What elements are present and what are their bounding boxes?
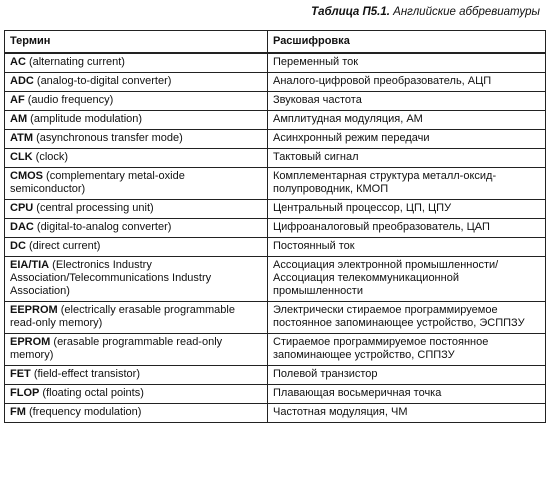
meaning-cell: Постоянный ток: [268, 238, 546, 257]
meaning-cell: Электрически стираемое программируемое постоянное запоминающее устройство, ЭСППЗУ: [268, 302, 546, 334]
term-expansion: (audio frequency): [24, 94, 114, 106]
meaning-cell: Тактовый сигнал: [268, 149, 546, 168]
term-cell: [5, 302, 268, 334]
term-expansion: (electrically erasable programmable read-only memory): [10, 304, 235, 329]
table-row: [5, 385, 546, 404]
table-row: [5, 257, 546, 302]
term-cell: [5, 73, 268, 92]
table-caption-text: Английские аббревиатуры: [389, 6, 540, 18]
table-row: [5, 53, 546, 73]
meaning-cell: Аналого-цифровой преобразователь, АЦП: [268, 73, 546, 92]
term-expansion: (Electronics Industry Association/Telecommunications Industry Association): [10, 259, 212, 297]
term-abbreviation: DC: [10, 240, 26, 252]
meaning-cell: Асинхронный режим передачи: [268, 130, 546, 149]
table-row: [5, 149, 546, 168]
term-abbreviation: AC: [10, 56, 26, 68]
term-abbreviation: DAC: [10, 221, 34, 233]
table-caption-label: Таблица П5.1.: [311, 6, 390, 18]
term-cell: [5, 92, 268, 111]
meaning-cell: Ассоциация электронной промышленности/Ассоциация телекоммуникационной промышленности: [268, 257, 546, 302]
meaning-cell: Полевой транзистор: [268, 366, 546, 385]
term-expansion: (central processing unit): [33, 202, 154, 214]
meaning-cell: Центральный процессор, ЦП, ЦПУ: [268, 200, 546, 219]
term-abbreviation: CMOS: [10, 170, 43, 182]
table-row: [5, 73, 546, 92]
meaning-cell: Переменный ток: [268, 53, 546, 73]
meaning-cell: Цифроаналоговый преобразователь, ЦАП: [268, 219, 546, 238]
term-abbreviation: CLK: [10, 151, 33, 163]
meaning-cell: Звуковая частота: [268, 92, 546, 111]
term-expansion: (amplitude modulation): [27, 113, 143, 125]
term-abbreviation: FLOP: [10, 387, 40, 399]
term-expansion: (clock): [32, 151, 69, 163]
table-header-row: [5, 31, 546, 54]
term-cell: [5, 334, 268, 366]
term-cell: [5, 257, 268, 302]
term-expansion: (direct current): [25, 240, 101, 252]
term-abbreviation: CPU: [10, 202, 34, 214]
term-abbreviation: EPROM: [10, 336, 51, 348]
table-row: [5, 168, 546, 200]
table-row: [5, 302, 546, 334]
term-cell: [5, 200, 268, 219]
table-row: [5, 92, 546, 111]
meaning-cell: Частотная модуляция, ЧМ: [268, 404, 546, 423]
term-cell: [5, 238, 268, 257]
term-cell: [5, 168, 268, 200]
term-cell: [5, 111, 268, 130]
term-cell: [5, 219, 268, 238]
term-expansion: (frequency modulation): [25, 406, 142, 418]
term-cell: [5, 404, 268, 423]
header-meaning: Расшифровка: [268, 31, 546, 54]
term-abbreviation: AF: [10, 94, 25, 106]
term-cell: [5, 385, 268, 404]
meaning-cell: Стираемое программируемое постоянное запоминающее устройство, СППЗУ: [268, 334, 546, 366]
term-expansion: (floating octal points): [39, 387, 144, 399]
term-abbreviation: EIA/TIA: [10, 259, 50, 271]
table-row: [5, 334, 546, 366]
meaning-cell: Амплитудная модуляция, АМ: [268, 111, 546, 130]
term-expansion: (field-effect transistor): [30, 368, 141, 380]
term-cell: [5, 149, 268, 168]
meaning-cell: Комплементарная структура металл-оксид-полупроводник, КМОП: [268, 168, 546, 200]
table-row: [5, 200, 546, 219]
table-row: [5, 366, 546, 385]
table-row: [5, 219, 546, 238]
term-abbreviation: FM: [10, 406, 26, 418]
table-row: [5, 111, 546, 130]
term-abbreviation: ADC: [10, 75, 34, 87]
table-row: [5, 130, 546, 149]
term-abbreviation: AM: [10, 113, 28, 125]
term-abbreviation: EEPROM: [10, 304, 58, 316]
term-expansion: (asynchronous transfer mode): [33, 132, 183, 144]
term-expansion: (complementary metal-oxide semiconductor): [10, 170, 185, 195]
term-cell: [5, 366, 268, 385]
meaning-cell: Плавающая восьмеричная точка: [268, 385, 546, 404]
abbreviations-table: [4, 30, 546, 423]
term-cell: [5, 130, 268, 149]
term-expansion: (digital-to-analog converter): [33, 221, 172, 233]
term-expansion: (alternating current): [25, 56, 125, 68]
table-row: [5, 404, 546, 423]
term-expansion: (erasable programmable read-only memory): [10, 336, 223, 361]
term-expansion: (analog-to-digital converter): [33, 75, 172, 87]
table-caption: [311, 6, 540, 18]
term-cell: [5, 53, 268, 73]
table-row: [5, 238, 546, 257]
header-term: Термин: [5, 31, 268, 54]
term-abbreviation: FET: [10, 368, 31, 380]
term-abbreviation: ATM: [10, 132, 34, 144]
